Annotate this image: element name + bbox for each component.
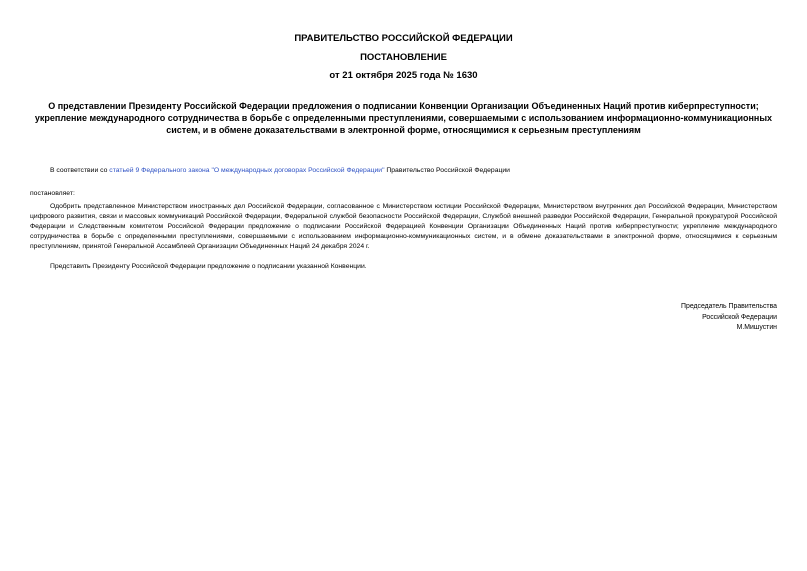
signature-block: [30, 302, 777, 334]
signer-title-line1: Председатель Правительства: [681, 303, 777, 310]
intro-text-before: В соответствии со: [50, 167, 110, 174]
resolves-line: постановляет:: [30, 190, 75, 197]
date-number-line: от 21 октября 2025 года № 1630: [329, 70, 478, 81]
document-type-heading: ПОСТАНОВЛЕНИЕ: [360, 52, 447, 63]
submit-paragraph: Представить Президенту Российской Федерации предложение о подписании указанной Конвенции.: [50, 263, 367, 270]
law-article-link[interactable]: статьей 9 Федерального закона "О международных договорах Российской Федерации": [109, 167, 385, 174]
intro-paragraph: [30, 166, 777, 176]
approve-paragraph: Одобрить представленное Министерством иностранных дел Российской Федерации, согласованное с Министерством юстиции Российской Федерации, Министерством внутренних дел Российской Федерации, Министерством цифрового развития, связи и массовых коммуникаций Российской Федерации, Федеральной службой безопасности Российской Федерации, Службой внешней разведки Российской Федерации, Генеральной прокуратурой Российской Федерации и Следственным комитетом Российской Федерации предложение о подписании Российской Федерацией Конвенции Организации Объединенных Наций против киберпреступности; укрепление международного сотрудничества в борьбе с определенными преступлениями, совершаемыми с использованием информационно-коммуникационных систем, и в обмене доказательствами в электронной форме, относящимися к серьезным преступлениям, принятой Генеральной Ассамблеей Организации Объединенных Наций 24 декабря 2024 г.: [30, 203, 777, 250]
signer-name: М.Мишустин: [736, 324, 777, 331]
government-header: ПРАВИТЕЛЬСТВО РОССИЙСКОЙ ФЕДЕРАЦИИ: [294, 33, 513, 44]
signer-title-line2: Российской Федерации: [702, 313, 777, 321]
intro-text-after: Правительство Российской Федерации: [384, 167, 510, 174]
document-title: О представлении Президенту Российской Федерации предложения о подписании Конвенции Организации Объединенных Наций против киберпреступности; укрепление международного сотрудничества в борьбе с определенными преступлениями, совершаемыми с использованием информационно-коммуникационных систем, и в обмене доказательствами в электронной форме, относящимися к серьезным преступлениям: [34, 101, 773, 135]
